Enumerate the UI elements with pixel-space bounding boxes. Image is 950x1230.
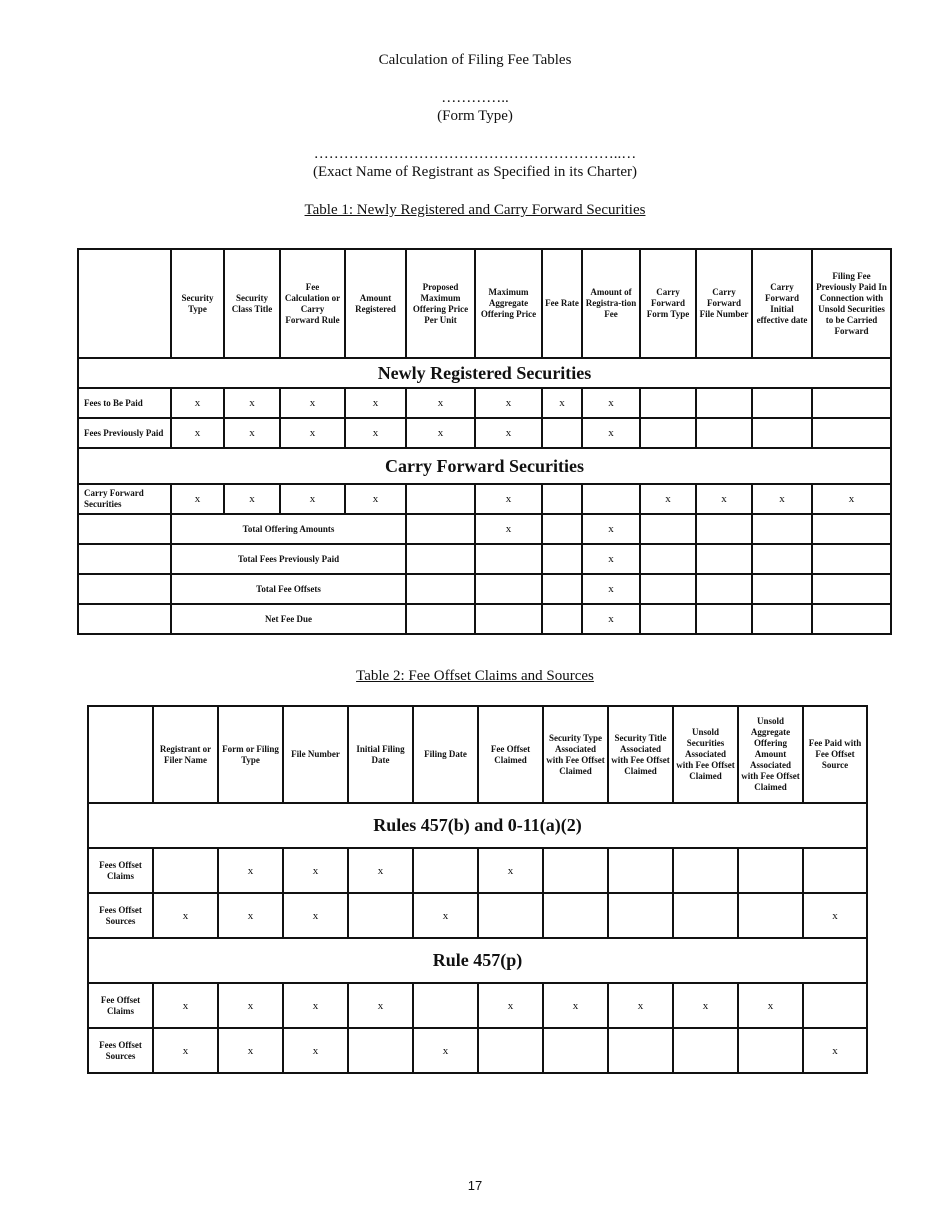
- mark-cell: x: [803, 893, 867, 938]
- row-label-carry-forward-securities: Carry Forward Securities: [78, 484, 171, 514]
- empty-cell: [696, 604, 752, 634]
- table2-header-cell: Unsold Securities Associated with Fee Offset Claimed: [673, 706, 738, 803]
- mark-cell: x: [752, 484, 812, 514]
- empty-cell: [406, 544, 475, 574]
- section-newly-registered: Newly Registered Securities: [78, 358, 891, 388]
- mark-cell: x: [803, 1028, 867, 1073]
- table1-header-cell: Filing Fee Previously Paid In Connection with Unsold Securities to be Carried Forward: [812, 249, 891, 358]
- table-row: [88, 848, 867, 893]
- mark-cell: x: [171, 484, 224, 514]
- empty-cell: [406, 604, 475, 634]
- mark-cell: x: [224, 388, 280, 418]
- table1-section-row: [78, 448, 891, 484]
- table2-caption-text: Table 2: Fee Offset Claims and Sources: [356, 668, 594, 684]
- row-label-fees-previously-paid: Fees Previously Paid: [78, 418, 171, 448]
- empty-cell: [812, 544, 891, 574]
- mark-cell: x: [345, 418, 406, 448]
- empty-cell: [696, 514, 752, 544]
- mark-cell: x: [640, 484, 696, 514]
- empty-cell: [543, 1028, 608, 1073]
- page-number: 17: [467, 1178, 483, 1193]
- table2-header-corner: [88, 706, 153, 803]
- form-type-dots: …………..: [441, 90, 509, 106]
- table-row: [88, 1028, 867, 1073]
- empty-cell: [475, 604, 542, 634]
- row-label-fees-to-be-paid: Fees to Be Paid: [78, 388, 171, 418]
- table-row: [78, 544, 891, 574]
- empty-cell: [348, 893, 413, 938]
- row-label-fees-offset-sources: Fees Offset Sources: [88, 893, 153, 938]
- mark-cell: x: [475, 418, 542, 448]
- section-carry-forward: Carry Forward Securities: [78, 448, 891, 484]
- table1-header-cell: Fee Calculation or Carry Forward Rule: [280, 249, 345, 358]
- empty-cell: [812, 418, 891, 448]
- empty-cell: [738, 848, 803, 893]
- mark-cell: x: [218, 893, 283, 938]
- mark-cell: x: [582, 574, 640, 604]
- empty-cell: [475, 574, 542, 604]
- empty-cell: [812, 574, 891, 604]
- table1-header-cell: Proposed Maximum Offering Price Per Unit: [406, 249, 475, 358]
- mark-cell: x: [406, 388, 475, 418]
- empty-cell: [406, 574, 475, 604]
- empty-cell: [752, 574, 812, 604]
- table1-header-cell: Security Type: [171, 249, 224, 358]
- empty-cell: [475, 544, 542, 574]
- table1-header-cell: Fee Rate: [542, 249, 582, 358]
- mark-cell: x: [283, 983, 348, 1028]
- mark-cell: x: [348, 848, 413, 893]
- total-fee-offsets-label: Total Fee Offsets: [171, 574, 406, 604]
- mark-cell: x: [218, 983, 283, 1028]
- mark-cell: x: [696, 484, 752, 514]
- mark-cell: x: [475, 514, 542, 544]
- mark-cell: x: [542, 388, 582, 418]
- empty-cell: [738, 893, 803, 938]
- mark-cell: x: [283, 848, 348, 893]
- empty-cell: [752, 388, 812, 418]
- empty-cell: [478, 1028, 543, 1073]
- mark-cell: x: [608, 983, 673, 1028]
- mark-cell: x: [153, 1028, 218, 1073]
- table2-header-cell: Fee Paid with Fee Offset Source: [803, 706, 867, 803]
- mark-cell: x: [738, 983, 803, 1028]
- table1-header-cell: Amount Registered: [345, 249, 406, 358]
- mark-cell: x: [812, 484, 891, 514]
- table-row: [88, 893, 867, 938]
- total-offering-amounts-label: Total Offering Amounts: [171, 514, 406, 544]
- empty-cell: [803, 983, 867, 1028]
- empty-cell: [413, 983, 478, 1028]
- table2-header-cell: Initial Filing Date: [348, 706, 413, 803]
- mark-cell: x: [153, 983, 218, 1028]
- empty-cell: [696, 388, 752, 418]
- table1-caption: [0, 202, 950, 219]
- page-title: Calculation of Filing Fee Tables: [378, 52, 572, 68]
- mark-cell: x: [280, 418, 345, 448]
- empty-cell: [413, 848, 478, 893]
- empty-cell: [542, 604, 582, 634]
- table2-header-cell: Security Title Associated with Fee Offset Claimed: [608, 706, 673, 803]
- table-row: [88, 983, 867, 1028]
- mark-cell: x: [582, 544, 640, 574]
- empty-cell: [543, 893, 608, 938]
- net-fee-due-label: Net Fee Due: [171, 604, 406, 634]
- empty-cell: [812, 604, 891, 634]
- empty-cell: [406, 484, 475, 514]
- mark-cell: x: [345, 388, 406, 418]
- mark-cell: x: [673, 983, 738, 1028]
- table-row: [78, 604, 891, 634]
- table1-header-cell: Carry Forward Initial effective date: [752, 249, 812, 358]
- empty-cell: [348, 1028, 413, 1073]
- empty-cell: [803, 848, 867, 893]
- table1-header-corner: [78, 249, 171, 358]
- empty-cell: [673, 848, 738, 893]
- empty-cell: [78, 604, 171, 634]
- table-row: [78, 574, 891, 604]
- mark-cell: x: [218, 1028, 283, 1073]
- mark-cell: x: [582, 604, 640, 634]
- table1-section-row: [78, 358, 891, 388]
- empty-cell: [673, 1028, 738, 1073]
- table-row: [78, 388, 891, 418]
- empty-cell: [478, 893, 543, 938]
- row-label-fees-offset-sources-457p: Fees Offset Sources: [88, 1028, 153, 1073]
- mark-cell: x: [218, 848, 283, 893]
- table2-header-row: [88, 706, 867, 803]
- mark-cell: x: [224, 484, 280, 514]
- mark-cell: x: [413, 1028, 478, 1073]
- table1-header-row: [78, 249, 891, 358]
- registrant-label: (Exact Name of Registrant as Specified in its Charter): [312, 164, 638, 180]
- empty-cell: [608, 848, 673, 893]
- empty-cell: [640, 388, 696, 418]
- table2-header-cell: Security Type Associated with Fee Offset Claimed: [543, 706, 608, 803]
- empty-cell: [608, 1028, 673, 1073]
- empty-cell: [78, 514, 171, 544]
- table2-header-cell: Filing Date: [413, 706, 478, 803]
- empty-cell: [752, 418, 812, 448]
- table2-header-cell: Registrant or Filer Name: [153, 706, 218, 803]
- mark-cell: x: [280, 484, 345, 514]
- table-row: [78, 484, 891, 514]
- mark-cell: x: [345, 484, 406, 514]
- table2-header-cell: File Number: [283, 706, 348, 803]
- empty-cell: [542, 484, 582, 514]
- table2-section-row: [88, 803, 867, 848]
- empty-cell: [752, 514, 812, 544]
- mark-cell: x: [582, 388, 640, 418]
- empty-cell: [153, 848, 218, 893]
- empty-cell: [673, 893, 738, 938]
- empty-cell: [696, 418, 752, 448]
- table2-header-cell: Fee Offset Claimed: [478, 706, 543, 803]
- mark-cell: x: [283, 1028, 348, 1073]
- mark-cell: x: [475, 388, 542, 418]
- total-fees-previously-paid-label: Total Fees Previously Paid: [171, 544, 406, 574]
- table1-header-cell: Amount of Registra-tion Fee: [582, 249, 640, 358]
- table1: [77, 248, 892, 635]
- form-type-label: (Form Type): [437, 108, 513, 124]
- empty-cell: [696, 544, 752, 574]
- table1-header-cell: Carry Forward File Number: [696, 249, 752, 358]
- empty-cell: [752, 544, 812, 574]
- empty-cell: [640, 604, 696, 634]
- mark-cell: x: [478, 983, 543, 1028]
- section-rule-457p: Rule 457(p): [88, 938, 867, 983]
- mark-cell: x: [478, 848, 543, 893]
- row-label-fees-offset-claims: Fees Offset Claims: [88, 848, 153, 893]
- mark-cell: x: [582, 514, 640, 544]
- empty-cell: [406, 514, 475, 544]
- registrant-dots: ……………………………………………………..…: [313, 146, 637, 162]
- table2: [87, 705, 868, 1074]
- empty-cell: [542, 418, 582, 448]
- empty-cell: [542, 544, 582, 574]
- empty-cell: [542, 574, 582, 604]
- empty-cell: [543, 848, 608, 893]
- mark-cell: x: [283, 893, 348, 938]
- empty-cell: [640, 574, 696, 604]
- table2-section-row: [88, 938, 867, 983]
- table1-header-cell: Maximum Aggregate Offering Price: [475, 249, 542, 358]
- row-label-fee-offset-claims: Fee Offset Claims: [88, 983, 153, 1028]
- table-row: [78, 418, 891, 448]
- mark-cell: x: [406, 418, 475, 448]
- mark-cell: x: [171, 388, 224, 418]
- table2-header-cell: Form or Filing Type: [218, 706, 283, 803]
- empty-cell: [738, 1028, 803, 1073]
- empty-cell: [696, 574, 752, 604]
- table1-caption-text: Table 1: Newly Registered and Carry Forward Securities: [304, 202, 646, 218]
- empty-cell: [542, 514, 582, 544]
- empty-cell: [78, 574, 171, 604]
- table1-header-cell: Security Class Title: [224, 249, 280, 358]
- mark-cell: x: [543, 983, 608, 1028]
- empty-cell: [640, 544, 696, 574]
- mark-cell: x: [280, 388, 345, 418]
- mark-cell: x: [413, 893, 478, 938]
- mark-cell: x: [171, 418, 224, 448]
- empty-cell: [640, 418, 696, 448]
- empty-cell: [608, 893, 673, 938]
- table2-caption: [0, 668, 950, 685]
- mark-cell: x: [582, 418, 640, 448]
- table1-header-cell: Carry Forward Form Type: [640, 249, 696, 358]
- empty-cell: [752, 604, 812, 634]
- mark-cell: x: [224, 418, 280, 448]
- mark-cell: x: [475, 484, 542, 514]
- empty-cell: [812, 514, 891, 544]
- table-row: [78, 514, 891, 544]
- empty-cell: [812, 388, 891, 418]
- table2-header-cell: Unsold Aggregate Offering Amount Associated with Fee Offset Claimed: [738, 706, 803, 803]
- empty-cell: [640, 514, 696, 544]
- empty-cell: [78, 544, 171, 574]
- section-rules-457b: Rules 457(b) and 0-11(a)(2): [88, 803, 867, 848]
- empty-cell: [582, 484, 640, 514]
- mark-cell: x: [153, 893, 218, 938]
- mark-cell: x: [348, 983, 413, 1028]
